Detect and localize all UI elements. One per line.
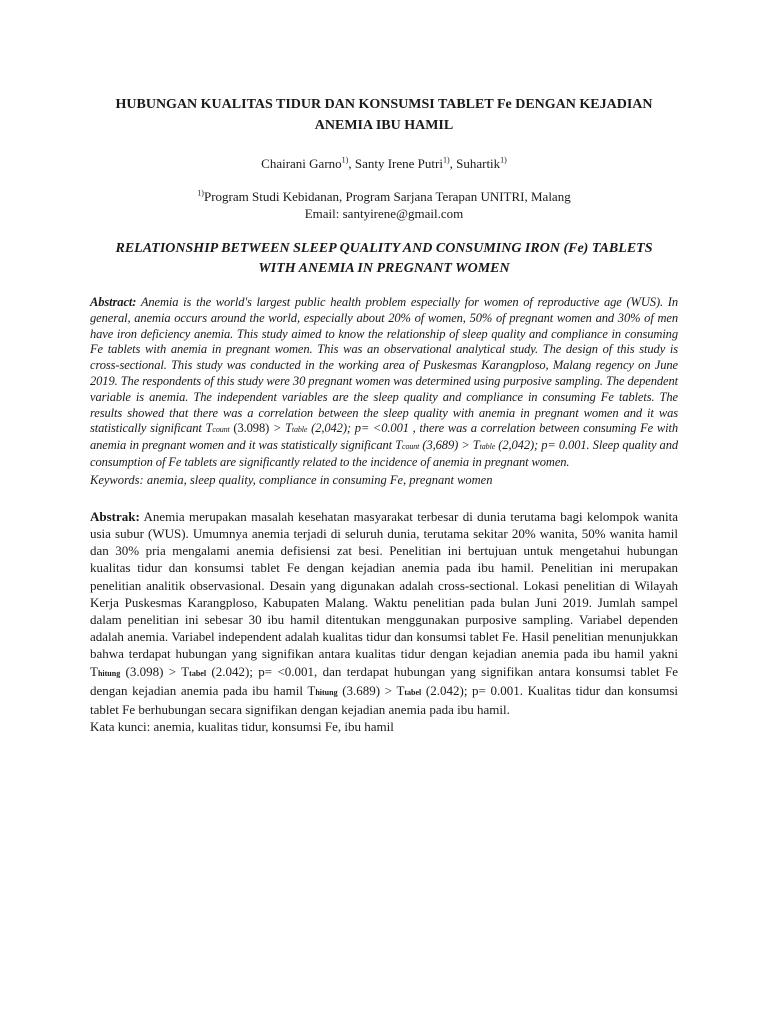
abstrak-label: Abstrak:: [90, 508, 140, 524]
abstract-label: Abstract:: [90, 295, 137, 309]
abstract-text: (2,042); p= 0.001. Sleep quality and consumption of Fe tablets are significantly related to the incidence of anemia in pregnant women.: [90, 438, 678, 469]
subscript-tabel: tabel: [189, 668, 207, 678]
english-title: RELATIONSHIP BETWEEN SLEEP QUALITY AND CONSUMING IRON (Fe) TABLETS WITH ANEMIA IN PREGNANT WOMEN: [115, 241, 653, 276]
abstrak-text: (3.689) > T: [337, 682, 405, 698]
affiliation-mark: 1): [197, 188, 204, 198]
contact-email: Email: santyirene@gmail.com: [304, 206, 464, 221]
abstract-text: (2,042); p= <0.001 , there was a correlation between consuming Fe with anemia in pregnant women and it was statistically significant T: [90, 421, 678, 453]
abstract-text: Anemia is the world's largest public health problem especially for women of reproductive age (WUS). In general, anemia occurs around the world, especially about 20% of women, 50% of pregnant women and 30% of men have iron deficiency anemia. This study aimed to know the relationship of sleep quality and compliance in consuming Fe tablets with anemia in pregnant women. This was an observational analytical study. The design of this study is cross-sectional. This study was conducted in the working area of Puskesmas Karangploso, Malang regency on June 2019. The respondents of this study were 30 pregnant women was determined using purposive sampling. The dependent variable is anemia. The independent variables are the sleep quality and compliance in consuming Fe tablets. The results showed that there was a correlation between the sleep quality with anemia in pregnant women and it was statistically significant T: [90, 295, 678, 436]
author-list: Chairani Garno$^{1)}$, Santy Irene Putri$^{1)}$, Suhartik$^{1)}$: [261, 155, 507, 171]
author-name: Chairani Garno: [261, 156, 342, 171]
abstrak-text: (2.042); p= <0.001, dan terdapat hubungan yang signifikan antara konsumsi tablet Fe dengan kejadian anemia pada ibu hamil T: [90, 663, 678, 698]
english-abstract: [90, 295, 678, 471]
english-keywords: Keywords: anemia, sleep quality, compliance in consuming Fe, pregnant women: [90, 472, 493, 487]
indonesian-abstract: [90, 508, 678, 718]
author-name: Suhartik: [456, 156, 501, 171]
abstrak-text: (2.042); p= 0.001. Kualitas tidur dan konsumsi tablet Fe berhubungan secara signifikan dengan kejadian anemia pada ibu hamil.: [90, 682, 678, 717]
abstract-text: (3,689) > T: [419, 438, 480, 453]
affiliation-text: Program Studi Kebidanan, Program Sarjana Terapan UNITRI, Malang: [203, 189, 571, 204]
subscript-table: table: [479, 442, 496, 452]
abstract-text: > T: [269, 421, 292, 436]
indonesian-keywords: Kata kunci: anemia, kualitas tidur, konsumsi Fe, ibu hamil: [90, 719, 394, 735]
author-name: Santy Irene Putri: [354, 156, 443, 171]
statistic-value: (3.098): [233, 421, 270, 436]
author-affiliation-mark: 1): [500, 155, 507, 165]
subscript-count: count: [402, 442, 420, 452]
affiliation: [90, 188, 678, 222]
indonesian-title: HUBUNGAN KUALITAS TIDUR DAN KONSUMSI TABLET Fe DENGAN KEJADIAN ANEMIA IBU HAMIL: [115, 97, 653, 133]
subscript-table: table: [291, 425, 308, 435]
abstrak-text: Anemia merupakan masalah kesehatan masyarakat terbesar di dunia terutama bagi kelompok wanita usia subur (WUS). Umumnya anemia terjadi di seluruh dunia, terutama sekitar 20% wanita, 50% wanita hamil dan 30% pria mengalami anemia defisiensi zat besi. Penelitian ini bertujuan untuk mengetahui hubungan kualitas tidur dan konsumsi tablet Fe dengan kejadian anemia pada ibu hamil. Penelitian ini merupakan penelitian analitik observasional. Desain yang digunakan adalah cross-sectional. Lokasi penelitian di Wilayah Kerja Puskesmas Karangploso, Kabupaten Malang. Waktu penelitian pada bulan Juni 2019. Jumlah sampel dalam penelitian ini sebesar 30 ibu hamil ditentukan menggunakan purposive sampling. Variabel dependen adalah anemia. Variabel independent adalah kualitas tidur dan konsumsi tablet Fe. Hasil penelitian menunjukkan bahwa terdapat hubungan yang signifikan antara kualitas tidur dengan kejadian anemia pada ibu hamil yakni T: [90, 508, 678, 679]
subscript-hitung: hitung: [315, 687, 338, 697]
author-affiliation-mark: 1): [341, 155, 349, 165]
author-affiliation-mark: 1): [442, 155, 450, 165]
subscript-tabel: tabel: [404, 687, 422, 697]
abstrak-text: (3.098) > T: [120, 663, 190, 679]
affiliation-line: [90, 188, 678, 205]
subscript-count: count: [212, 425, 230, 435]
subscript-hitung: hitung: [97, 668, 121, 678]
